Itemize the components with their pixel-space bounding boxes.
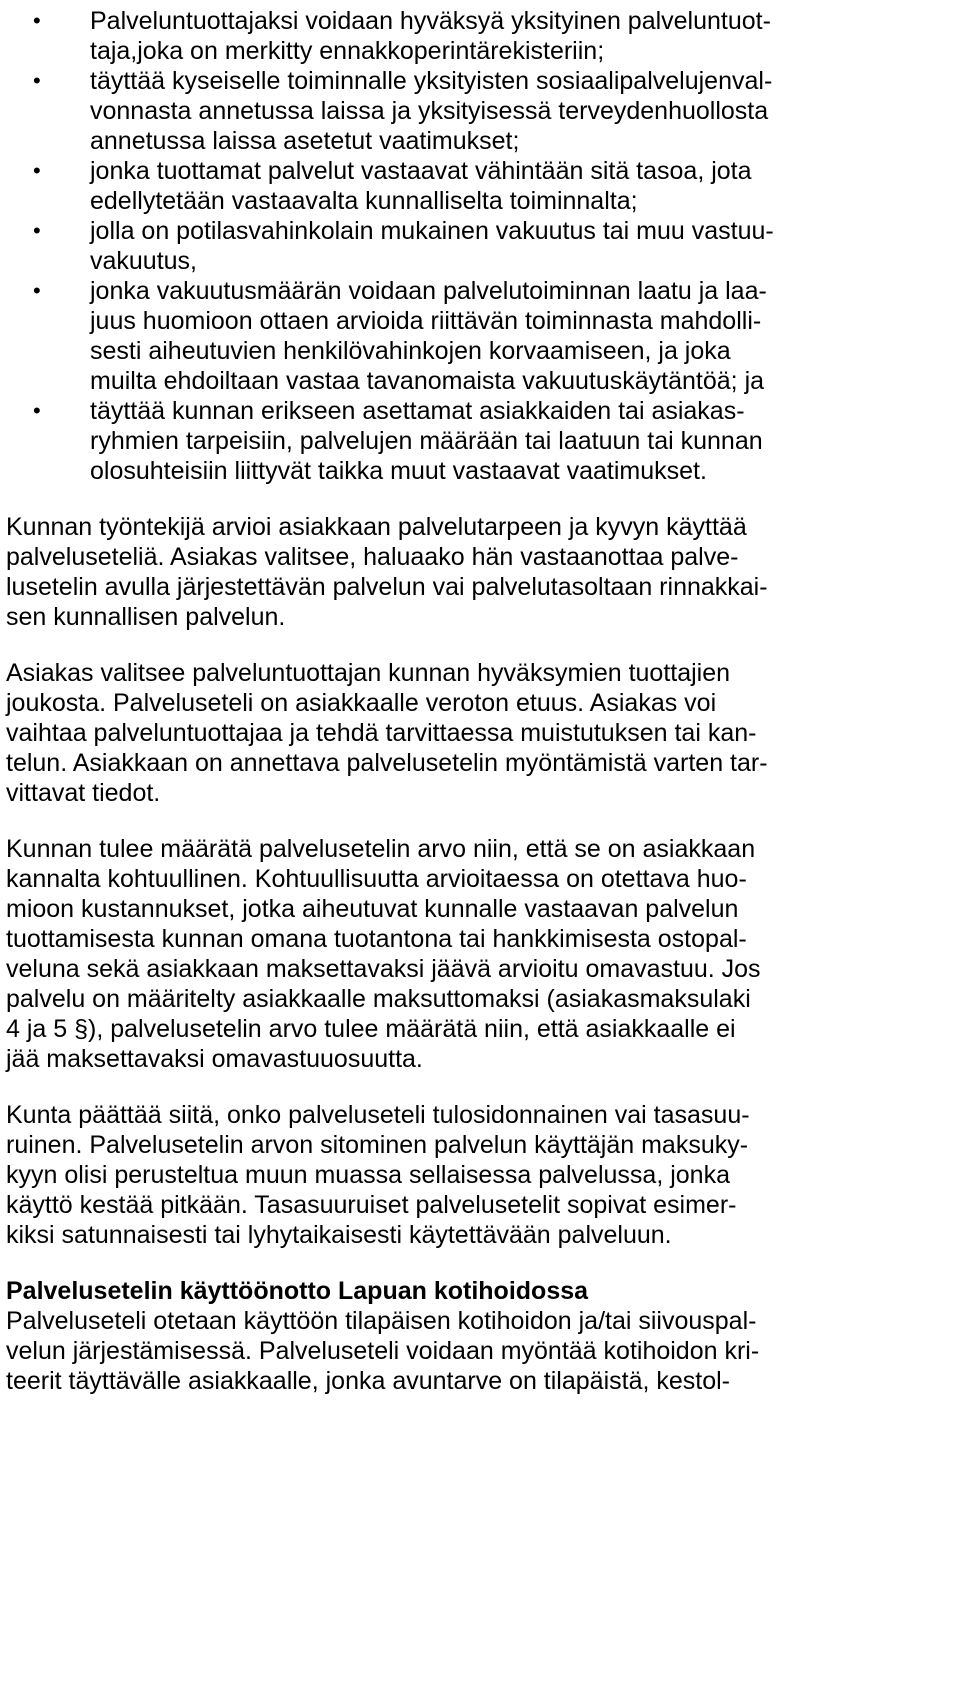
paragraph-line: palveluseteliä. Asiakas valitsee, haluaako hän vastaanottaa palve- [6, 543, 739, 571]
bullet-text-line: annetussa laissa asetetut vaatimukset; [90, 127, 520, 155]
section-heading: Palvelusetelin käyttöönotto Lapuan kotihoidossa [6, 1277, 589, 1305]
paragraph-line: ruinen. Palvelusetelin arvon sitominen palvelun käyttäjän maksuky- [6, 1131, 749, 1159]
paragraph-line: tuottamisesta kunnan omana tuotantona tai hankkimisesta ostopal- [6, 925, 747, 953]
bullet-text-line: täyttää kunnan erikseen asettamat asiakkaiden tai asiakas- [90, 397, 745, 425]
paragraph-line: palvelu on määritelty asiakkaalle maksuttomaksi (asiakasmaksulaki [6, 985, 751, 1013]
paragraph-line: veluna sekä asiakkaan maksettavaksi jäävä arvioitu omavastuu. Jos [6, 955, 761, 983]
bullet-text-line: täyttää kyseiselle toiminnalle yksityisten sosiaalipalvelujenval- [90, 67, 773, 95]
bullet-text-line: vonnasta annetussa laissa ja yksityisessä terveydenhuollosta [90, 97, 769, 125]
paragraph-line: lusetelin avulla järjestettävän palvelun vai palvelutasoltaan rinnakkai- [6, 573, 768, 601]
bullet-marker: • [33, 218, 41, 243]
bullet-marker: • [33, 68, 41, 93]
section-text-line: Palveluseteli otetaan käyttöön tilapäisen kotihoidon ja/tai siivouspal- [6, 1307, 757, 1335]
bullet-text-line: jonka tuottamat palvelut vastaavat vähintään sitä tasoa, jota [90, 157, 752, 185]
bullet-text-line: muilta ehdoiltaan vastaa tavanomaista vakuutuskäytäntöä; ja [90, 367, 765, 395]
paragraph-line: sen kunnallisen palvelun. [6, 603, 286, 631]
paragraph-line: Kunnan tulee määrätä palvelusetelin arvo niin, että se on asiakkaan [6, 835, 756, 863]
paragraph-line: jää maksettavaksi omavastuuosuutta. [6, 1045, 423, 1073]
paragraph-line: joukosta. Palveluseteli on asiakkaalle veroton etuus. Asiakas voi [6, 689, 717, 717]
paragraph-line: kannalta kohtuullinen. Kohtuullisuutta arvioitaessa on otettava huo- [6, 865, 747, 893]
bullet-text-line: jonka vakuutusmäärän voidaan palvelutoiminnan laatu ja laa- [90, 277, 767, 305]
section-text-line: teerit täyttävälle asiakkaalle, jonka avuntarve on tilapäistä, kestol- [6, 1367, 730, 1395]
bullet-text-line: Palveluntuottajaksi voidaan hyväksyä yksityinen palveluntuot- [90, 7, 771, 35]
paragraph-line: Asiakas valitsee palveluntuottajan kunnan hyväksymien tuottajien [6, 659, 731, 687]
paragraph-line: Kunnan työntekijä arvioi asiakkaan palvelutarpeen ja kyvyn käyttää [6, 513, 747, 541]
paragraph-line: mioon kustannukset, jotka aiheutuvat kunnalle vastaavan palvelun [6, 895, 739, 923]
bullet-marker: • [33, 8, 41, 33]
bullet-text-line: ryhmien tarpeisiin, palvelujen määrään tai laatuun tai kunnan [90, 427, 763, 455]
paragraph-line: telun. Asiakkaan on annettava palvelusetelin myöntämistä varten tar- [6, 749, 768, 777]
paragraph-line: kyyn olisi perusteltua muun muassa sellaisessa palvelussa, jonka [6, 1161, 730, 1189]
bullet-text-line: sesti aiheutuvien henkilövahinkojen korvaamiseen, ja joka [90, 337, 731, 365]
bullet-text-line: edellytetään vastaavalta kunnalliselta toiminnalta; [90, 187, 638, 215]
bullet-text-line: juus huomioon ottaen arvioida riittävän toiminnasta mahdolli- [90, 307, 762, 335]
paragraph-line: käyttö kestää pitkään. Tasasuuruiset palvelusetelit sopivat esimer- [6, 1191, 737, 1219]
paragraph-line: 4 ja 5 §), palvelusetelin arvo tulee määrätä niin, että asiakkaalle ei [6, 1015, 736, 1043]
paragraph-line: vaihtaa palveluntuottajaa ja tehdä tarvittaessa muistutuksen tai kan- [6, 719, 757, 747]
bullet-text-line: jolla on potilasvahinkolain mukainen vakuutus tai muu vastuu- [90, 217, 774, 245]
bullet-text-line: taja,joka on merkitty ennakkoperintärekisteriin; [90, 37, 605, 65]
bullet-marker: • [33, 398, 41, 423]
bullet-text-line: olosuhteisiin liittyvät taikka muut vastaavat vaatimukset. [90, 457, 707, 485]
paragraph-line: Kunta päättää siitä, onko palveluseteli tulosidonnainen vai tasasuu- [6, 1101, 750, 1129]
paragraph-line: vittavat tiedot. [6, 779, 161, 807]
bullet-text-line: vakuutus, [90, 247, 198, 275]
section-text-line: velun järjestämisessä. Palveluseteli voidaan myöntää kotihoidon kri- [6, 1337, 760, 1365]
bullet-marker: • [33, 278, 41, 303]
paragraph-line: kiksi satunnaisesti tai lyhytaikaisesti käytettävään palveluun. [6, 1221, 672, 1249]
bullet-marker: • [33, 158, 41, 183]
